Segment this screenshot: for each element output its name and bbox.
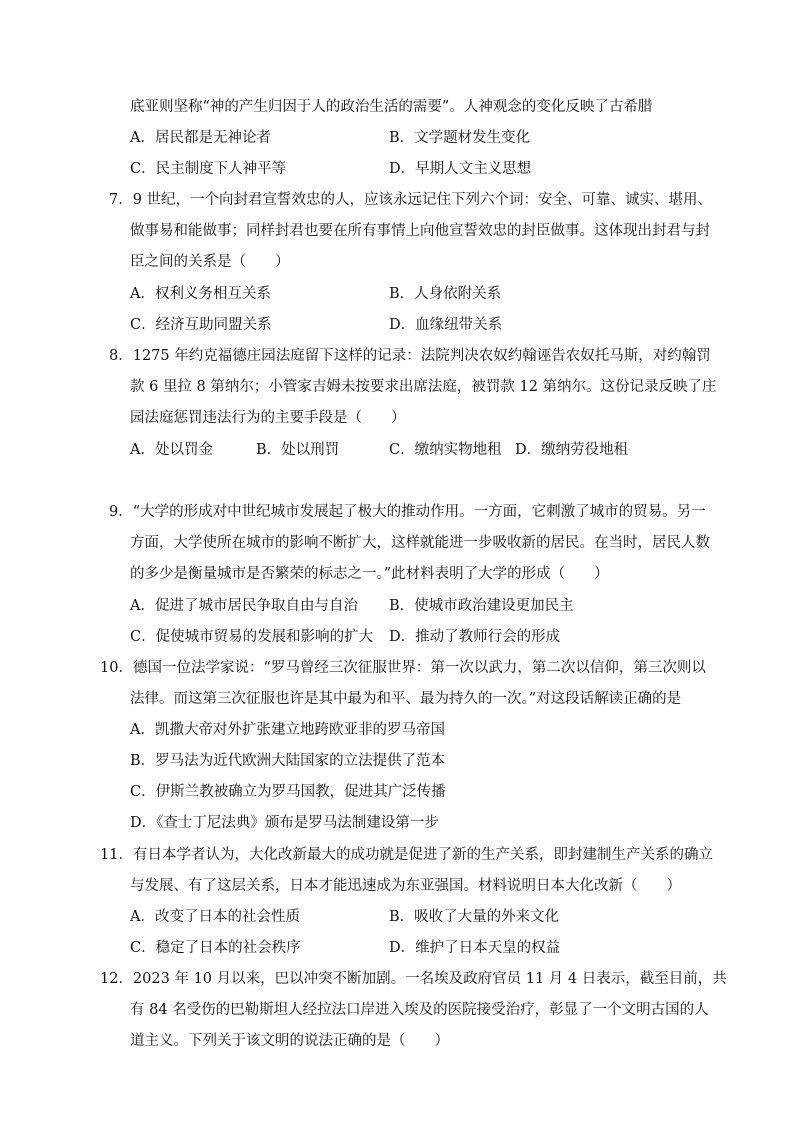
q10-option-b[interactable]: B．罗马法为近代欧洲大陆国家的立法提供了范本 [130,753,446,769]
q7-line-2: 做事易和能做事；同样封君也要在所有事情上向他宣誓效忠的封臣做事。这体现出封君与封 [130,223,710,239]
q8-option-d[interactable]: D．缴纳劳役地租 [515,442,629,458]
q8-line-1: 8．1275 年约克福德庄园法庭留下这样的记录：法院判决农奴约翰诬告农奴托马斯，对约翰罚 [109,348,711,364]
q12-line-3: 道主义。下列关于该文明的说法正确的是（ ） [130,1033,449,1049]
q6-option-b[interactable]: B．文学题材发生变化 [389,130,531,146]
q11-line-2: 与发展、有了这层关系，日本才能迅速成为东亚强国。材料说明日本大化改新（ ） [130,878,681,894]
q8-line-2: 款 6 里拉 8 第纳尔；小管家吉姆未按要求出席法庭，被罚款 12 第纳尔。这份记录反映了庄 [130,379,717,395]
q11-option-d[interactable]: D．维护了日本天皇的权益 [389,940,561,956]
q6-option-c[interactable]: C．民主制度下人神平等 [130,161,287,177]
q7-line-1: 7．9 世纪，一个向封君宣誓效忠的人，应该永远记住下列六个词：安全、可靠、诚实、堪用、 [109,192,713,208]
q11-option-a[interactable]: A．改变了日本的社会性质 [130,909,300,925]
q9-line-2: 方面，大学使所在城市的影响不断扩大，这样就能进一步吸收新的居民。在当时，居民人数 [130,535,710,551]
q9-option-c[interactable]: C．促使城市贸易的发展和影响的扩大 [130,629,374,645]
q8-line-3: 园法庭惩罚违法行为的主要手段是（ ） [130,410,406,426]
q10-option-d[interactable]: D．《查士丁尼法典》颁布是罗马法制建设第一步 [130,815,439,831]
q7-option-c[interactable]: C．经济互助同盟关系 [130,317,272,333]
q6-option-a[interactable]: A．居民都是无神论者 [130,130,271,146]
q11-option-c[interactable]: C．稳定了日本的社会秩序 [130,940,301,956]
q12-line-2: 有 84 名受伤的巴勒斯坦人经拉法口岸进入埃及的医院接受治疗，彰显了一个文明古国的人 [130,1002,709,1018]
q8-option-b[interactable]: B．处以刑罚 [256,442,340,458]
q7-line-3: 臣之间的关系是（ ） [130,254,290,270]
q7-option-d[interactable]: D．血缘纽带关系 [389,317,503,333]
q7-option-a[interactable]: A．权利义务相互关系 [130,286,271,302]
q9-option-b[interactable]: B．使城市政治建设更加民主 [389,598,574,614]
q9-line-1: 9．“大学的形成对中世纪城市发展起了极大的推动作用。一方面，它刺激了城市的贸易。另一 [109,504,706,520]
q8-option-c[interactable]: C．缴纳实物地租 [389,442,502,458]
q10-option-a[interactable]: A．凯撒大帝对外扩张建立地跨欧亚非的罗马帝国 [130,722,445,738]
q10-line-2: 法律。而这第三次征服也许是其中最为和平、最为持久的一次。”对这段话解读正确的是 [130,691,682,707]
q8-option-a[interactable]: A．处以罚金 [130,442,213,458]
q12-line-1: 12．2023 年 10 月以来，巴以冲突不断加剧。一名埃及政府官员 11 月 4 日表示，截至目前，共 [100,971,727,987]
q7-option-b[interactable]: B．人身依附关系 [389,286,502,302]
q11-option-b[interactable]: B．吸收了大量的外来文化 [389,909,560,925]
q9-option-d[interactable]: D．推动了教师行会的形成 [389,629,561,645]
q10-option-c[interactable]: C．伊斯兰教被确立为罗马国教，促进其广泛传播 [130,784,446,800]
q6-line-1: 底亚则坚称“神的产生归因于人的政治生活的需要”。人神观念的变化反映了古希腊 [130,99,653,115]
q10-line-1: 10．德国一位法学家说：“罗马曾经三次征服世界：第一次以武力，第二次以信仰，第三次则以 [100,660,706,676]
q9-line-3: 的多少是衡量城市是否繁荣的标志之一。”此材料表明了大学的形成（ ） [130,566,609,582]
q9-option-a[interactable]: A．促进了城市居民争取自由与自治 [130,598,358,614]
q6-option-d[interactable]: D．早期人文主义思想 [389,161,532,177]
q11-line-1: 11．有日本学者认为，大化改新最大的成功就是促进了新的生产关系，即封建制生产关系的确立 [100,847,713,863]
